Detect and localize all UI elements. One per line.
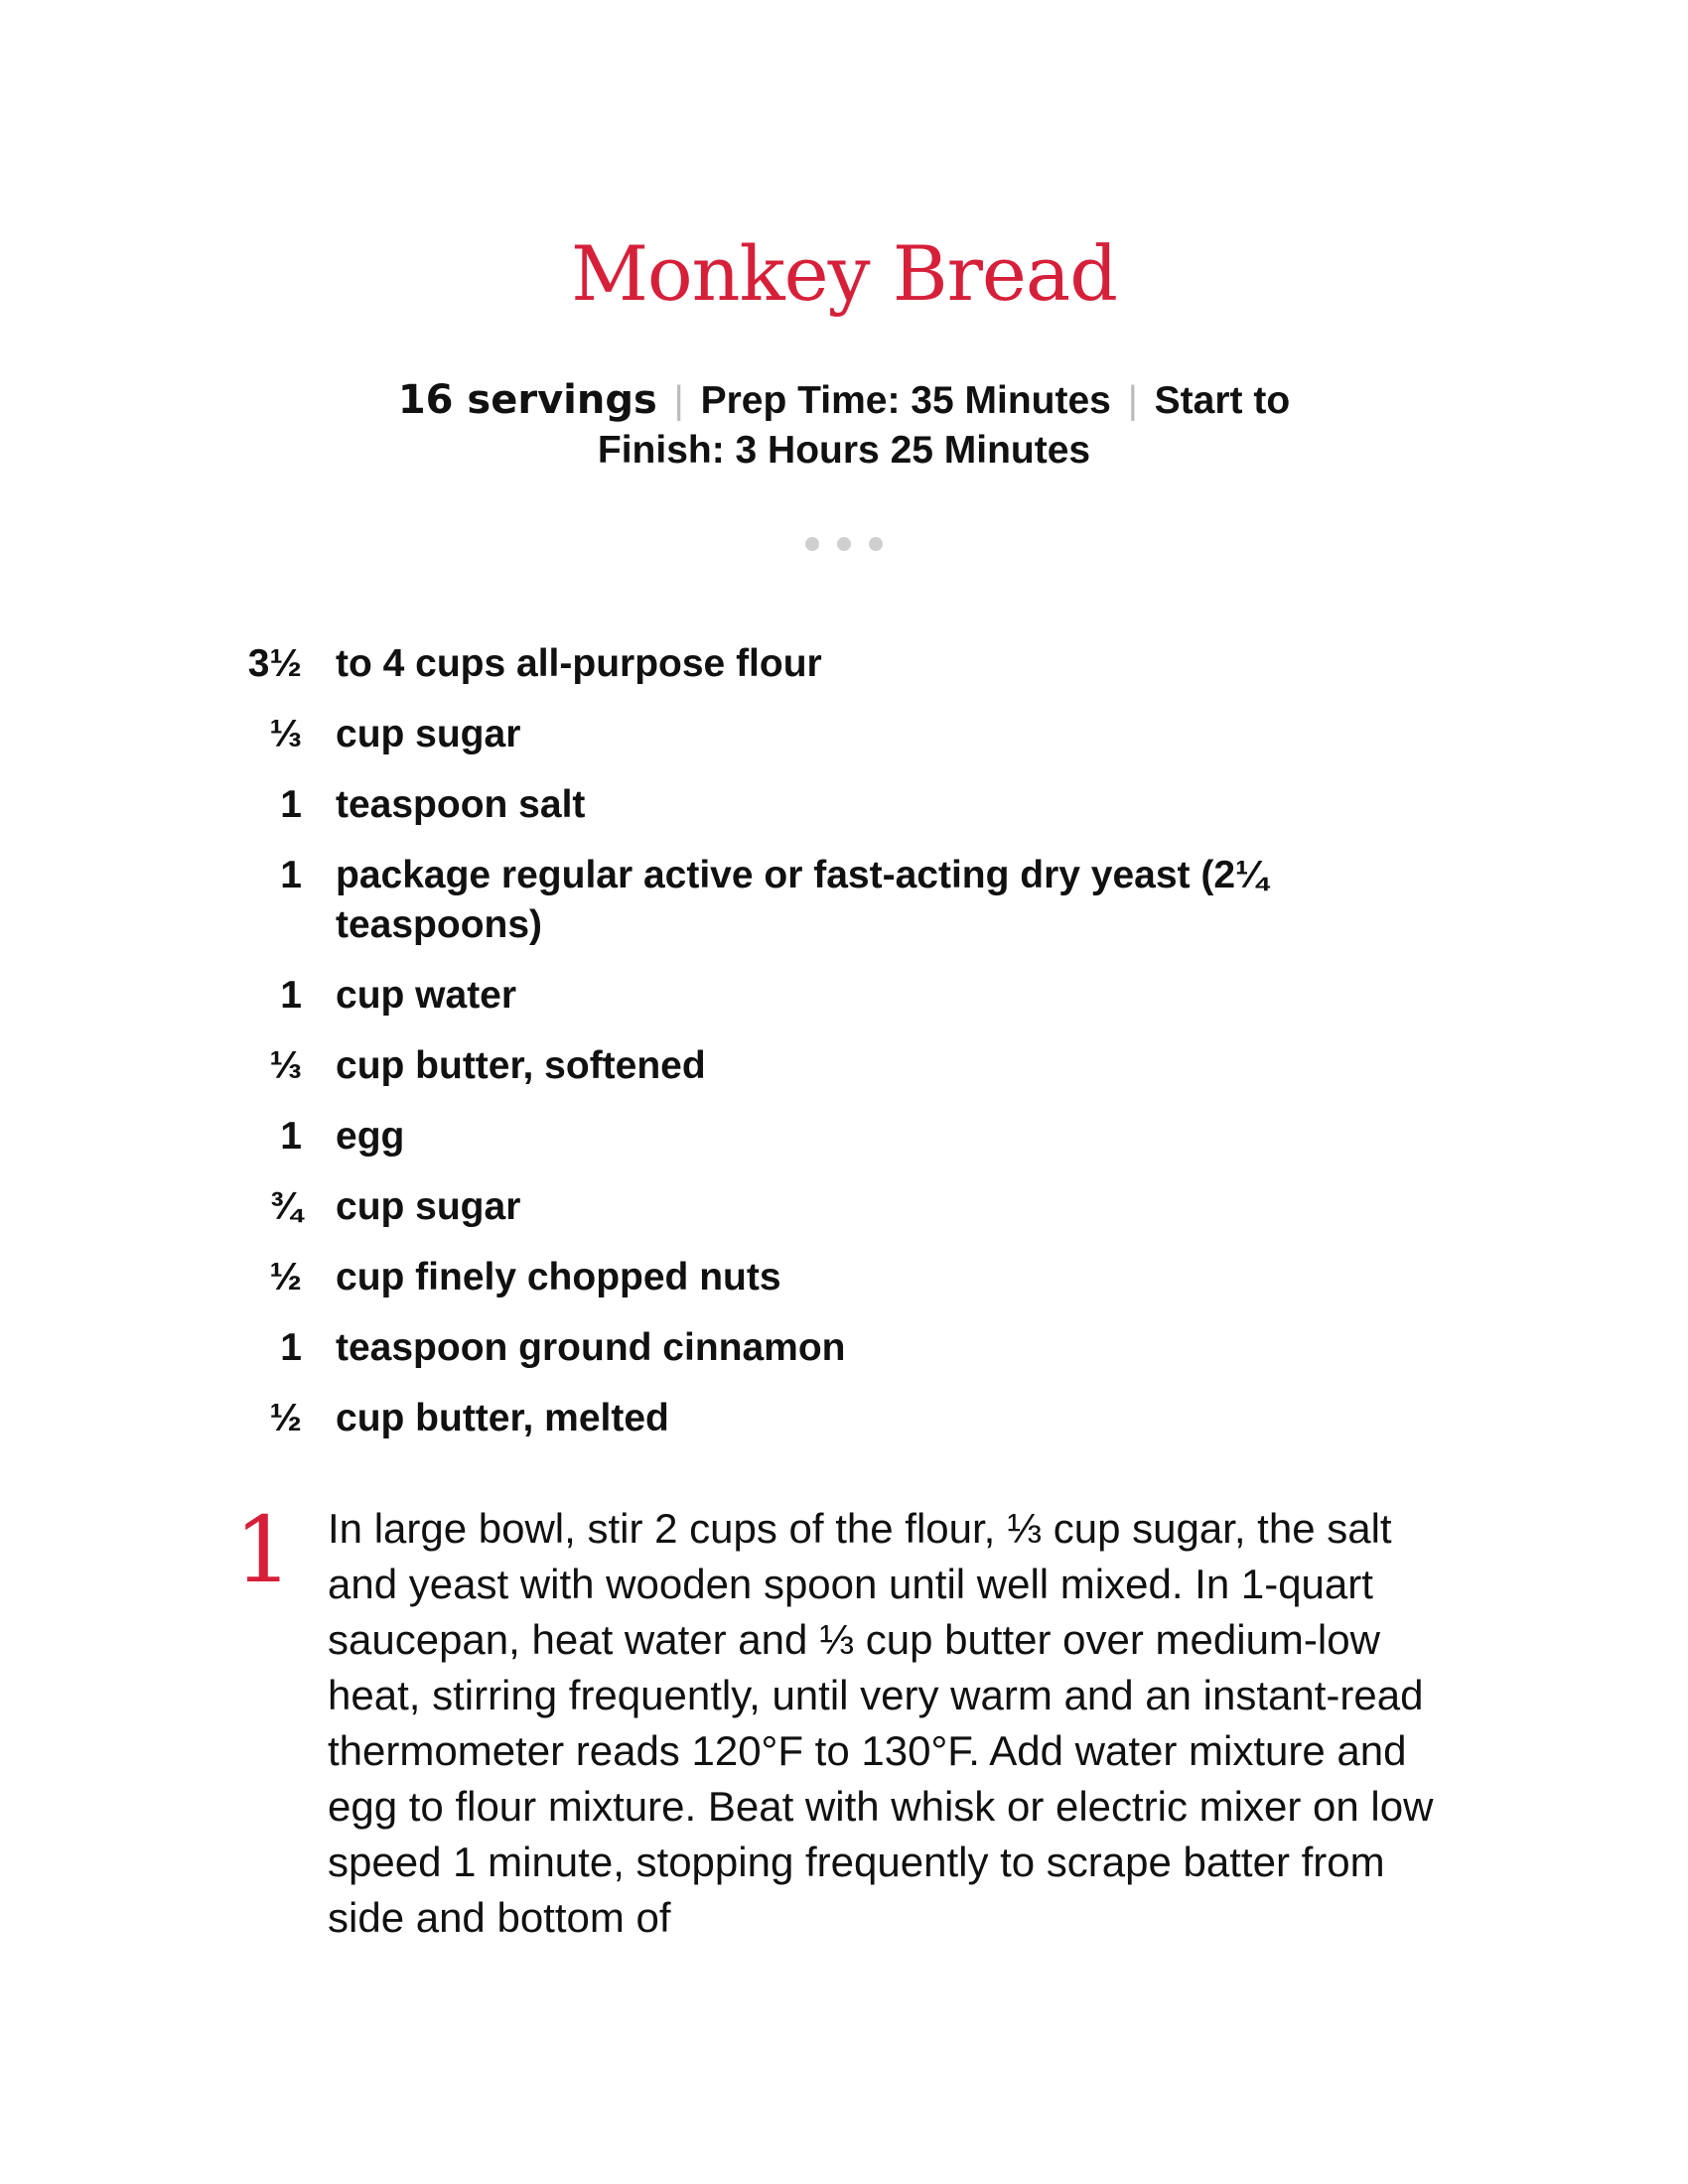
ingredient-item [236,851,1408,950]
meta-separator: | [1127,379,1138,422]
ingredient-item [236,1323,1408,1373]
divider-dot [805,537,819,551]
ingredient-item [236,1182,1408,1232]
step-text: In large bowl, stir 2 cups of the flour, ⅓ cup sugar, the salt and yeast with wooden spoon until well mixed. In 1-quart saucepan, heat water and ⅓ cup butter over medium-low heat, stirring frequently, until very warm and an instant-read thermometer reads 120°F to 130°F. Add water mixture and egg to flour mixture. Beat with whisk or electric mixer on low speed 1 minute, stopping frequently to scrape batter from side and bottom of [328,1505,1434,1941]
prep-time: Prep Time: 35 Minutes [700,379,1111,422]
divider-dot [837,537,851,551]
ingredient-quantity: 1 [280,1326,302,1369]
ingredient-description: package regular active or fast-acting dry yeast (2¼ teaspoons) [336,854,1268,946]
ingredient-quantity: ½ [269,1256,302,1298]
ingredient-quantity: 1 [280,854,302,896]
ingredient-item [236,710,1408,759]
section-divider [0,537,1688,551]
ingredient-description: cup butter, melted [336,1397,669,1439]
ingredient-item [236,1112,1408,1161]
ingredient-description: egg [336,1115,405,1158]
start-to-finish: Start to Finish: 3 Hours 25 Minutes [597,379,1291,472]
ingredient-description: cup butter, softened [336,1044,706,1087]
ingredient-quantity: ¾ [269,1185,302,1228]
ingredient-list [236,639,1408,1464]
meta-separator: | [673,379,684,422]
ingredient-item [236,971,1408,1021]
ingredient-item [236,1041,1408,1091]
recipe-title: Monkey Bread [571,229,1117,318]
ingredient-quantity: 1 [280,783,302,826]
ingredient-item [236,1253,1408,1302]
divider-dot [869,537,883,551]
ingredient-quantity: ⅓ [269,713,302,755]
ingredient-quantity: ⅓ [269,1044,302,1087]
step-number: 1 [234,1497,293,1603]
ingredient-quantity: 1 [280,1115,302,1158]
ingredient-description: cup sugar [336,713,521,755]
ingredient-description: to 4 cups all-purpose flour [336,642,822,685]
ingredient-item [236,780,1408,830]
ingredient-item [236,639,1408,689]
ingredient-description: cup water [336,974,517,1017]
ingredient-quantity: ½ [269,1397,302,1439]
ingredient-description: cup sugar [336,1185,521,1228]
servings: 16 servings [397,377,657,423]
recipe-meta [377,375,1311,476]
ingredient-item [236,1394,1408,1443]
ingredient-description: teaspoon ground cinnamon [336,1326,846,1369]
ingredient-description: teaspoon salt [336,783,586,826]
ingredient-quantity: 3½ [247,642,302,685]
ingredient-quantity: 1 [280,974,302,1017]
ingredient-description: cup finely chopped nuts [336,1256,781,1298]
